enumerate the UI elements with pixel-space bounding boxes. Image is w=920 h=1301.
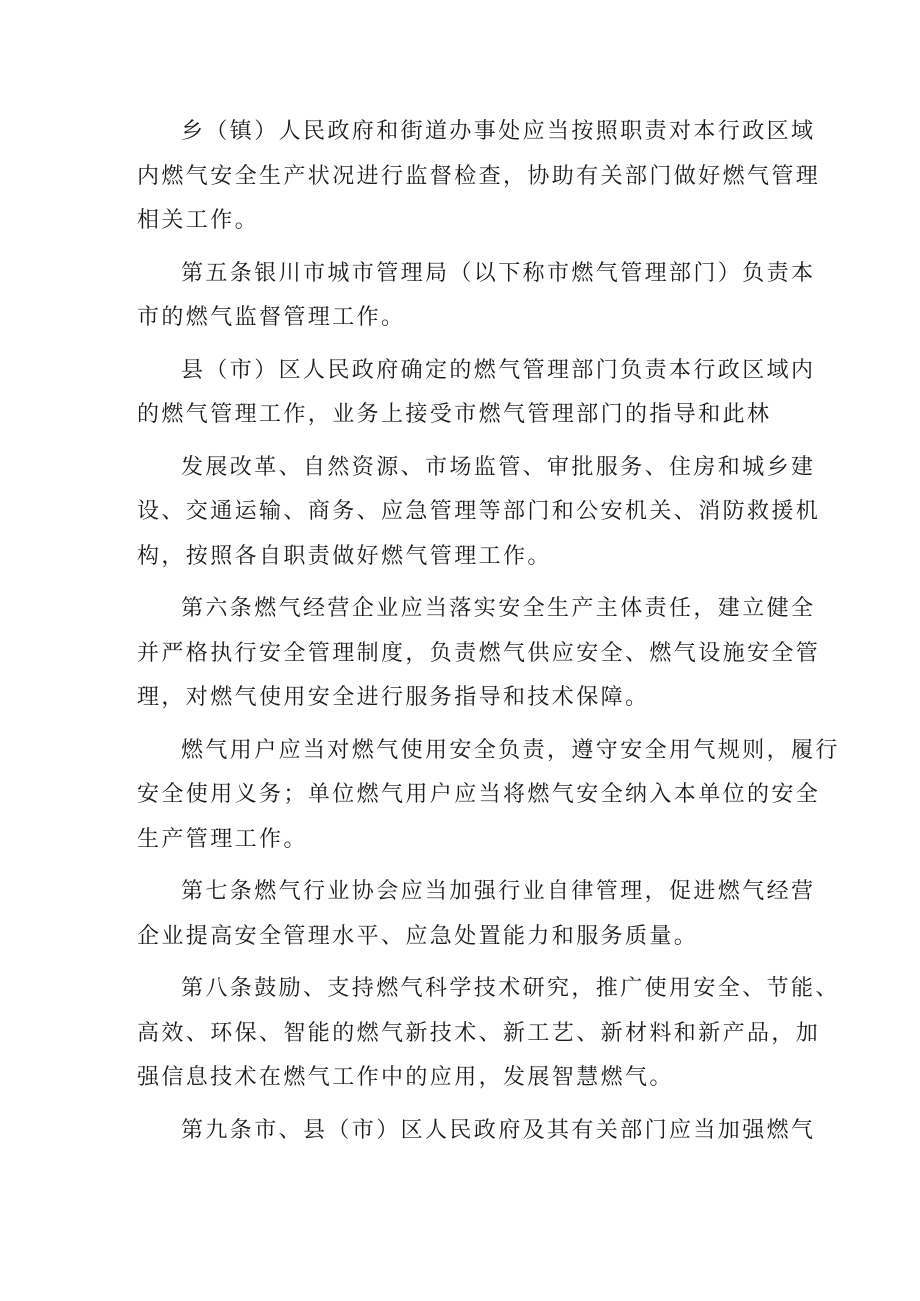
text-line: 强信息技术在燃气工作中的应用，发展智慧燃气。 [137, 1065, 674, 1090]
text-line: 第八条鼓励、支持燃气科学技术研究，推广使用安全、节能、 [181, 976, 840, 1001]
text-line: 设、交通运输、商务、应急管理等部门和公安机关、消防救援机 [137, 499, 821, 524]
text-line: 第九条市、县（市）区人民政府及其有关部门应当加强燃气 [181, 1117, 816, 1143]
document-body [137, 110, 840, 1153]
text-line: 市的燃气监督管理工作。 [137, 305, 406, 330]
text-line: 内燃气安全生产状况进行监督检查，协助有关部门做好燃气管理 [137, 163, 821, 189]
text-line: 理，对燃气使用安全进行服务指导和技术保障。 [137, 685, 650, 710]
text-line: 并严格执行安全管理制度，负责燃气供应安全、燃气设施安全管 [137, 640, 821, 666]
text-line: 第七条燃气行业协会应当加强行业自律管理，促进燃气经营 [181, 879, 816, 904]
text-line: 燃气用户应当对燃气使用安全负责，遵守安全用气规则，履行 [181, 737, 840, 763]
text-line: 生产管理工作。 [137, 826, 308, 852]
text-line: 发展改革、自然资源、市场监管、审批服务、住房和城乡建 [181, 454, 816, 480]
text-line: 乡（镇）人民政府和街道办事处应当按照职责对本行政区域 [181, 119, 816, 144]
text-line: 构，按照各自职责做好燃气管理工作。 [137, 543, 552, 569]
text-line: 相关工作。 [137, 208, 260, 233]
text-line: 县（市）区人民政府确定的燃气管理部门负责本行政区域内 [181, 357, 816, 383]
text-line: 企业提高安全管理水平、应急处置能力和服务质量。 [137, 923, 699, 949]
text-line: 高效、环保、智能的燃气新技术、新工艺、新材料和新产品，加 [137, 1020, 821, 1046]
text-line: 第五条银川市城市管理局（以下称市燃气管理部门）负责本 [181, 260, 816, 286]
text-line: 第六条燃气经营企业应当落实安全生产主体责任，建立健全 [181, 596, 816, 621]
text-line: 的燃气管理工作，业务上接受市燃气管理部门的指导和此林 [137, 402, 772, 427]
text-line: 安全使用义务；单位燃气用户应当将燃气安全纳入本单位的安全 [137, 782, 821, 807]
